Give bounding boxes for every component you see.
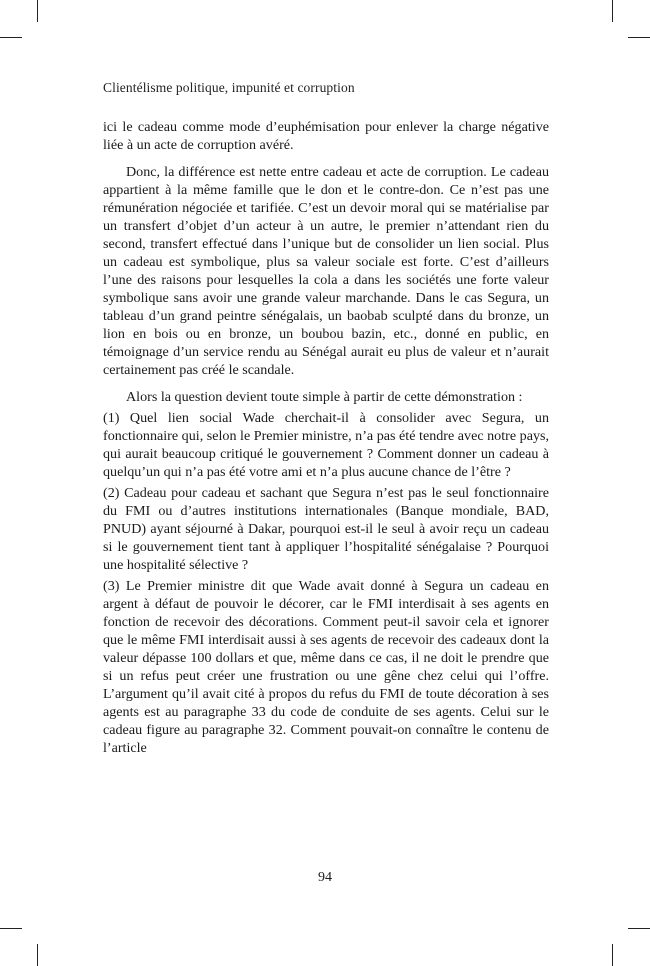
question-1: (1) Quel lien social Wade cherchait-il à consolider avec Segura, un fonctionnaire qui, selon le Premier ministre, n’a pas été tendre avec notre pays, qui aurait beaucoup critiqué le gouvernement ? Comment donner un cadeau à quelqu’un qui n’a pas été votre ami et n’a plus aucune chance de l’être ? — [103, 410, 549, 480]
crop-mark-top-left-h — [0, 37, 22, 38]
page-number: 94 — [318, 870, 332, 885]
question-3: (3) Le Premier ministre dit que Wade avait donné à Segura un cadeau en argent à défaut de pouvoir le décorer, car le FMI interdisait à ses agents en fonction de recevoir des décorations. Comment peut-il savoir cela et ignorer que le même FMI interdisait aussi à ses agents de recevoir des cadeaux dont la valeur dépasse 100 dollars et que, même dans ce cas, il ne doit le prendre que si un refus peut créer une frustration ou une gêne chez celui qui l’offre. L’argument qu’il avait cité à propos du refus du FMI de toute décoration à ses agents est au paragraphe 33 du code de conduite de ses agents. Celui sur le cadeau figure au paragraphe 32. Comment pouvait-on connaître le contenu de l’article — [103, 578, 549, 756]
crop-mark-top-right-v — [612, 0, 613, 22]
paragraph-2: Donc, la différence est nette entre cadeau et acte de corruption. Le cadeau appartient à la même famille que le don et le contre-don. Ce n’est pas une rémunération négociée et tarifiée. C’est un devoir moral qui se matérialise par un transfert d’objet d’un acteur à un autre, le premier n’attendant rien du second, transfert effectué dans l’unique but de consolider un lien social. Plus un cadeau est symbolique, plus sa valeur sociale est forte. C’est d’ailleurs l’une des raisons pour lesquelles la cola a dans les sociétés une forte valeur symbolique sans avoir une grande valeur marchande. Dans le cas Segura, un tableau d’un grand peintre sénégalais, un baobab sculpté dans du bronze, un lion en bois ou en bronze, un boubou bazin, etc., donné en public, en témoignage d’un service rendu au Sénégal aurait eu plus de valeur et n’aurait certainement pas créé le scandale. — [103, 164, 549, 378]
running-head: Clientélisme politique, impunité et corruption — [103, 80, 355, 95]
crop-mark-bottom-right-v — [612, 944, 613, 966]
paragraph-1: ici le cadeau comme mode d’euphémisation pour enlever la charge négative liée à un acte de corruption avéré. — [103, 119, 549, 153]
body-text — [103, 118, 549, 757]
crop-mark-bottom-left-v — [37, 944, 38, 966]
paragraph-3: Alors la question devient toute simple à partir de cette démonstration : — [126, 389, 523, 405]
crop-mark-bottom-right-h — [628, 928, 650, 929]
crop-mark-top-right-h — [628, 37, 650, 38]
crop-mark-bottom-left-h — [0, 928, 22, 929]
question-2: (2) Cadeau pour cadeau et sachant que Segura n’est pas le seul fonctionnaire du FMI ou d’autres institutions internationales (Banque mondiale, BAD, PNUD) ayant séjourné à Dakar, pourquoi est-il le seul à avoir reçu un cadeau si le gouvernement tient tant à appliquer l’hospitalité sénégalaise ? Pourquoi une hospitalité sélective ? — [103, 485, 549, 573]
crop-mark-top-left-v — [37, 0, 38, 22]
